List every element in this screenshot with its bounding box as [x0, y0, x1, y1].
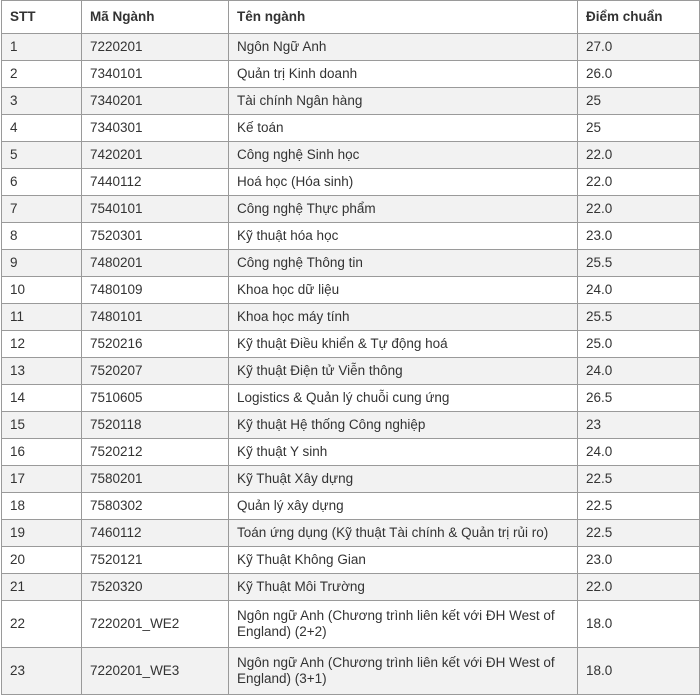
cell-major-name: Quản lý xây dựng [229, 493, 578, 520]
cell-stt: 16 [2, 439, 82, 466]
table-row [2, 466, 700, 493]
header-major-name: Tên ngành [229, 1, 578, 34]
admission-scores-table [1, 0, 700, 695]
cell-cutoff-score: 22.0 [578, 169, 700, 196]
table-row [2, 196, 700, 223]
cell-stt: 21 [2, 574, 82, 601]
cell-major-name: Kỹ Thuật Không Gian [229, 547, 578, 574]
cell-stt: 7 [2, 196, 82, 223]
cell-cutoff-score: 22.5 [578, 493, 700, 520]
cell-cutoff-score: 18.0 [578, 601, 700, 648]
cell-major-code: 7540101 [82, 196, 229, 223]
cell-stt: 9 [2, 250, 82, 277]
cell-cutoff-score: 23.0 [578, 547, 700, 574]
cell-stt: 14 [2, 385, 82, 412]
cell-cutoff-score: 22.0 [578, 196, 700, 223]
cell-cutoff-score: 25.0 [578, 331, 700, 358]
cell-major-code: 7340301 [82, 115, 229, 142]
cell-major-code: 7220201_WE3 [82, 648, 229, 695]
table-row [2, 61, 700, 88]
cell-stt: 17 [2, 466, 82, 493]
cell-stt: 6 [2, 169, 82, 196]
cell-major-code: 7220201 [82, 34, 229, 61]
table-row [2, 331, 700, 358]
cell-stt: 3 [2, 88, 82, 115]
table-row [2, 34, 700, 61]
cell-major-code: 7520216 [82, 331, 229, 358]
table-row [2, 277, 700, 304]
cell-stt: 10 [2, 277, 82, 304]
cell-major-name: Logistics & Quản lý chuỗi cung ứng [229, 385, 578, 412]
cell-major-name: Kế toán [229, 115, 578, 142]
cell-cutoff-score: 27.0 [578, 34, 700, 61]
cell-stt: 12 [2, 331, 82, 358]
cell-major-code: 7520301 [82, 223, 229, 250]
cell-major-code: 7580302 [82, 493, 229, 520]
cell-major-code: 7480201 [82, 250, 229, 277]
header-cutoff-score: Điểm chuẩn [578, 1, 700, 34]
cell-major-name: Kỹ thuật Điều khiển & Tự động hoá [229, 331, 578, 358]
cell-major-name: Kỹ thuật Y sinh [229, 439, 578, 466]
cell-major-name: Ngôn ngữ Anh (Chương trình liên kết với ĐH West of England) (3+1) [229, 648, 578, 695]
cell-stt: 20 [2, 547, 82, 574]
table-row [2, 169, 700, 196]
cell-cutoff-score: 25 [578, 115, 700, 142]
cell-cutoff-score: 25.5 [578, 304, 700, 331]
cell-stt: 8 [2, 223, 82, 250]
cell-major-name: Hoá học (Hóa sinh) [229, 169, 578, 196]
cell-major-name: Công nghệ Thực phẩm [229, 196, 578, 223]
cell-major-name: Kỹ thuật Điện tử Viễn thông [229, 358, 578, 385]
cell-major-code: 7340101 [82, 61, 229, 88]
cell-major-name: Khoa học dữ liệu [229, 277, 578, 304]
cell-cutoff-score: 22.5 [578, 520, 700, 547]
cell-major-name: Toán ứng dụng (Kỹ thuật Tài chính & Quản trị rủi ro) [229, 520, 578, 547]
cell-stt: 19 [2, 520, 82, 547]
cell-cutoff-score: 26.5 [578, 385, 700, 412]
table-row [2, 493, 700, 520]
cell-stt: 18 [2, 493, 82, 520]
cell-major-name: Tài chính Ngân hàng [229, 88, 578, 115]
cell-cutoff-score: 22.5 [578, 466, 700, 493]
cell-major-name: Công nghệ Sinh học [229, 142, 578, 169]
cell-major-code: 7580201 [82, 466, 229, 493]
cell-major-code: 7520320 [82, 574, 229, 601]
table-row [2, 601, 700, 648]
table-row [2, 412, 700, 439]
cell-major-code: 7340201 [82, 88, 229, 115]
cell-major-name: Quản trị Kinh doanh [229, 61, 578, 88]
cell-major-code: 7520118 [82, 412, 229, 439]
table-row [2, 250, 700, 277]
cell-major-name: Ngôn ngữ Anh (Chương trình liên kết với ĐH West of England) (2+2) [229, 601, 578, 648]
cell-major-name: Công nghệ Thông tin [229, 250, 578, 277]
header-stt: STT [2, 1, 82, 34]
table-row [2, 439, 700, 466]
table-row [2, 142, 700, 169]
cell-cutoff-score: 22.0 [578, 142, 700, 169]
cell-major-code: 7220201_WE2 [82, 601, 229, 648]
cell-stt: 23 [2, 648, 82, 695]
cell-stt: 22 [2, 601, 82, 648]
cell-cutoff-score: 23 [578, 412, 700, 439]
cell-cutoff-score: 18.0 [578, 648, 700, 695]
cell-stt: 13 [2, 358, 82, 385]
cell-stt: 5 [2, 142, 82, 169]
cell-major-code: 7520207 [82, 358, 229, 385]
table-row [2, 304, 700, 331]
table-row [2, 574, 700, 601]
cell-major-code: 7460112 [82, 520, 229, 547]
cell-stt: 11 [2, 304, 82, 331]
cell-major-name: Ngôn Ngữ Anh [229, 34, 578, 61]
table-row [2, 223, 700, 250]
table-row [2, 115, 700, 142]
cell-major-name: Kỹ thuật Hệ thống Công nghiệp [229, 412, 578, 439]
cell-major-name: Khoa học máy tính [229, 304, 578, 331]
cell-cutoff-score: 24.0 [578, 358, 700, 385]
table-row [2, 547, 700, 574]
cell-stt: 2 [2, 61, 82, 88]
cell-cutoff-score: 24.0 [578, 277, 700, 304]
table-row [2, 385, 700, 412]
cell-stt: 4 [2, 115, 82, 142]
header-major-code: Mã Ngành [82, 1, 229, 34]
table-row [2, 520, 700, 547]
cell-major-name: Kỹ Thuật Xây dựng [229, 466, 578, 493]
cell-major-code: 7480101 [82, 304, 229, 331]
cell-cutoff-score: 26.0 [578, 61, 700, 88]
cell-major-name: Kỹ thuật hóa học [229, 223, 578, 250]
cell-major-code: 7520212 [82, 439, 229, 466]
cell-major-code: 7420201 [82, 142, 229, 169]
cell-major-code: 7520121 [82, 547, 229, 574]
cell-stt: 15 [2, 412, 82, 439]
cell-major-code: 7510605 [82, 385, 229, 412]
cell-major-code: 7480109 [82, 277, 229, 304]
cell-cutoff-score: 25.5 [578, 250, 700, 277]
cell-major-name: Kỹ Thuật Môi Trường [229, 574, 578, 601]
cell-cutoff-score: 22.0 [578, 574, 700, 601]
header-row [2, 1, 700, 34]
table-row [2, 88, 700, 115]
cell-stt: 1 [2, 34, 82, 61]
cell-cutoff-score: 25 [578, 88, 700, 115]
table-row [2, 358, 700, 385]
cell-cutoff-score: 24.0 [578, 439, 700, 466]
cell-cutoff-score: 23.0 [578, 223, 700, 250]
cell-major-code: 7440112 [82, 169, 229, 196]
table-row [2, 648, 700, 695]
